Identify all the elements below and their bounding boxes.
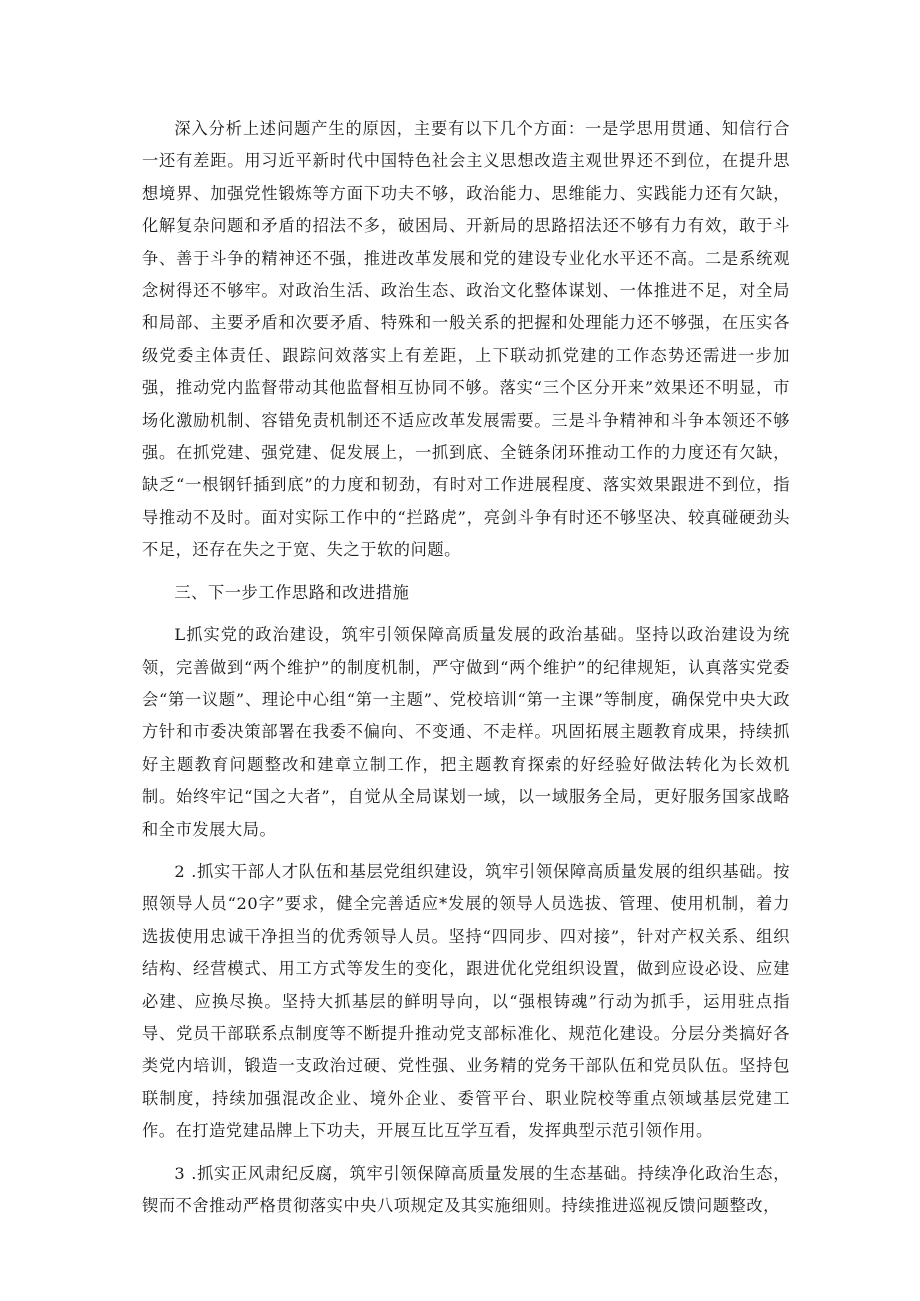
paragraph-measure-discipline: 3 .抓实正风肃纪反腐，筑牢引领保障高质量发展的生态基础。持续净化政治生态，锲而不舍推动严格贯彻落实中央八项规定及其实施细则。持续推进巡视反馈问题整改， [142, 1163, 790, 1215]
paragraph-measure-cadre-team-building: 2 .抓实干部人才队伍和基层党组织建设，筑牢引领保障高质量发展的组织基础。按照领导人员“20字”要求，健全完善适应*发展的领导人员选拔、管理、使用机制，着力选拔使用忠诚干净担当的优秀领导人员。坚持“四同步、四对接”，针对产权关系、组织结构、经营模式、用工方式等发生的变化，跟进优化党组织设置，做到应设必设、应建必建、应换尽换。坚持大抓基层的鲜明导向，以“强根铸魂”行动为抓手，运用驻点指导、党员干部联系点制度等不断提升推动党支部标准化、规范化建设。分层分类搞好各类党内培训，锻造一支政治过硬、党性强、业务精的党务干部队伍和党员队伍。坚持包联制度，持续加强混改企业、境外企业、委管平台、职业院校等重点领域基层党建工作。在打造党建品牌上下功夫，开展互比互学互看，发挥典型示范引领作用。 [142, 861, 790, 1141]
paragraph-problem-causes: 深入分析上述问题产生的原因，主要有以下几个方面：一是学思用贯通、知信行合一还有差距。用习近平新时代中国特色社会主义思想改造主观世界还不到位，在提升思想境界、加强党性锻炼等方面下功夫不够，政治能力、思维能力、实践能力还有欠缺，化解复杂问题和矛盾的招法不多，破困局、开新局的思路招法还不够有力有效，敢于斗争、善于斗争的精神还不强，推进改革发展和党的建设专业化水平还不高。二是系统观念树得还不够牢。对政治生活、政治生态、政治文化整体谋划、一体推进不足，对全局和局部、主要矛盾和次要矛盾、特殊和一般关系的把握和处理能力还不够强，在压实各级党委主体责任、跟踪问效落实上有差距，上下联动抓党建的工作态势还需进一步加强，推动党内监督带动其他监督相互协同不够。落实“三个区分开来”效果还不明显，市场化激励机制、容错免责机制还不适应改革发展需要。三是斗争精神和斗争本领还不够强。在抓党建、强党建、促发展上，一抓到底、全链条闭环推动工作的力度还有欠缺，缺乏“一根钢钎插到底”的力度和韧劲，有时对工作进展程度、落实效果跟进不到位，指导推动不及时。面对实际工作中的“拦路虎”，亮剑斗争有时还不够坚决、较真碰硬劲头不足，还存在失之于宽、失之于软的问题。 [142, 119, 790, 560]
paragraph-measure-political-building: L抓实党的政治建设，筑牢引领保障高质量发展的政治基础。坚持以政治建设为统领，完善做到“两个维护”的制度机制，严守做到“两个维护”的纪律规矩，认真落实党委会“第一议题”、理论中心组“第一主题”、党校培训“第一主课”等制度，确保党中央大政方针和市委决策部署在我委不偏向、不变通、不走样。巩固拓展主题教育成果，持续抓好主题教育问题整改和建章立制工作，把主题教育探索的好经验好做法转化为长效机制。始终牢记“国之大者”，自觉从全局谋划一域，以一域服务全局，更好服务国家战略和全市发展大局。 [142, 625, 790, 839]
document-body [142, 113, 790, 1222]
section-heading-next-steps: 三、下一步工作思路和改进措施 [174, 582, 410, 602]
